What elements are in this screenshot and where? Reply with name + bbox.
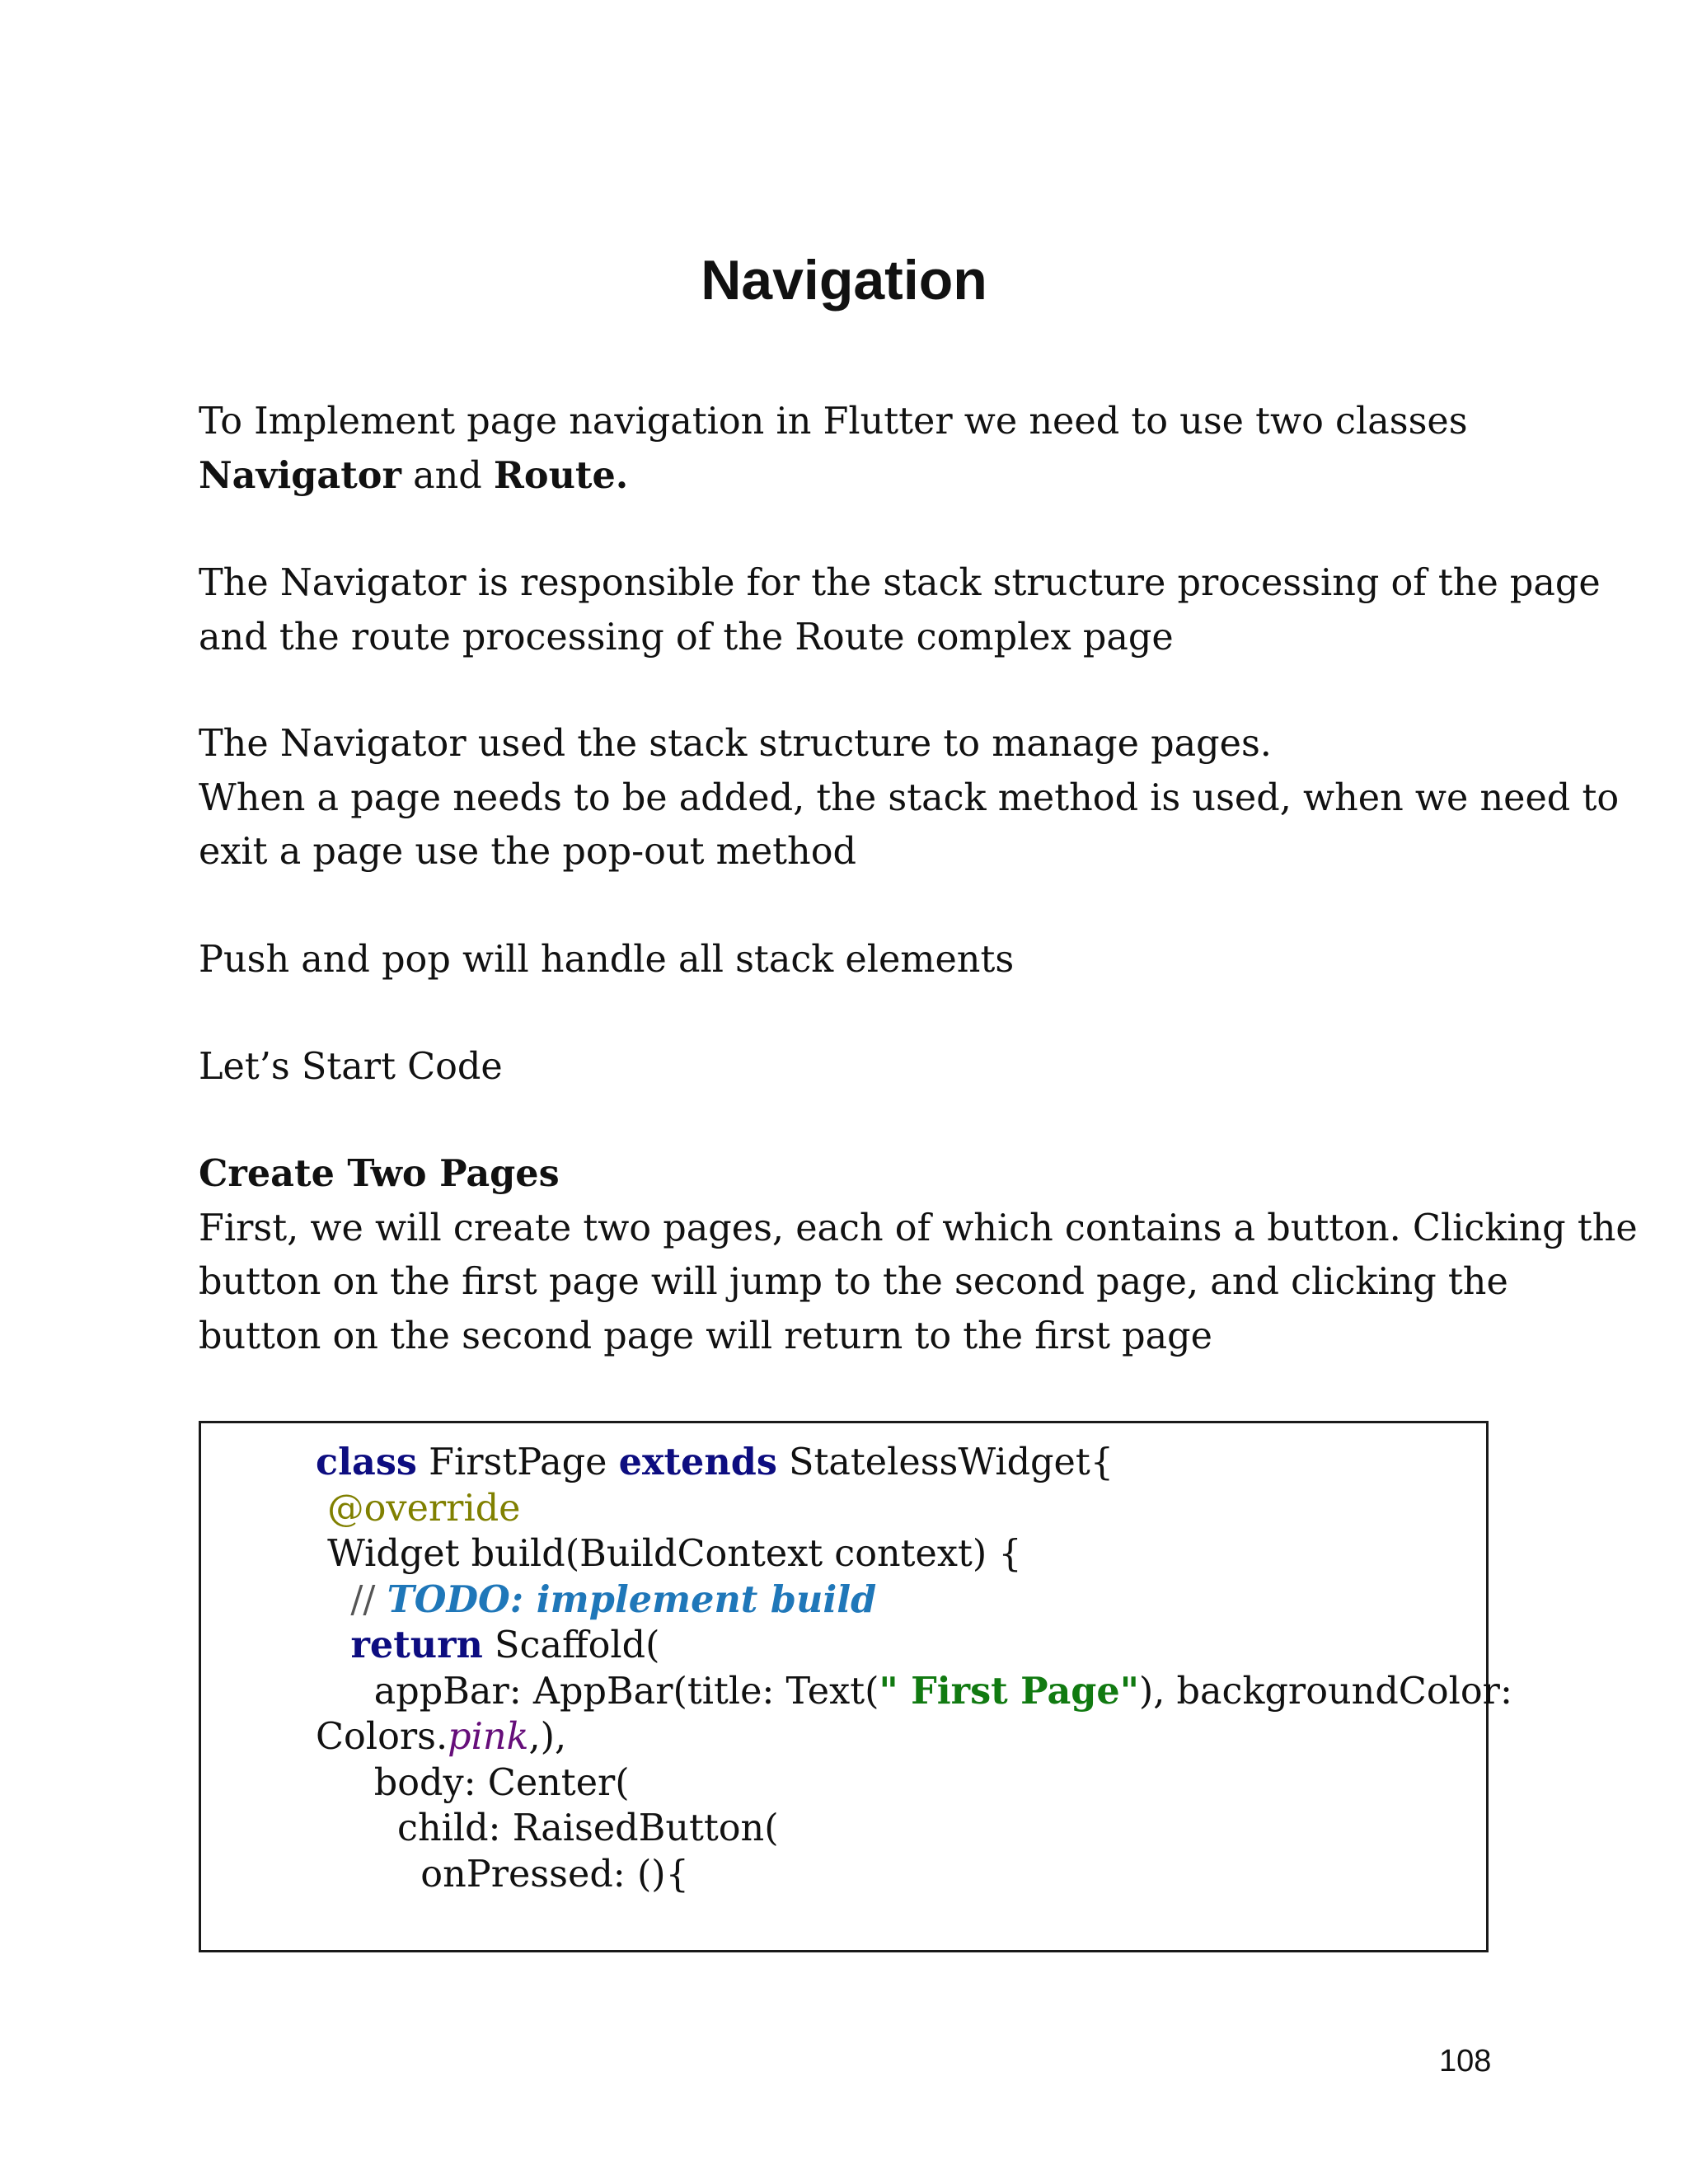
start-code-paragraph xyxy=(199,1040,1534,1094)
code-line-6: appBar: AppBar(title: Text(" First Page"), backgroundColor: xyxy=(316,1669,1512,1713)
intro-paragraph xyxy=(199,395,1534,503)
code-listing xyxy=(316,1440,1512,1897)
push-pop-paragraph xyxy=(199,933,1534,987)
code-line-2: @override xyxy=(316,1487,521,1530)
route-term: Route. xyxy=(493,453,629,497)
code-line-4: // TODO: implement build xyxy=(316,1577,877,1621)
code-line-3: Widget build(BuildContext context) { xyxy=(316,1533,1022,1575)
navigator-term: Navigator xyxy=(199,453,401,497)
paragraph-line: button on the first page will jump to the second page, and clicking the xyxy=(199,1261,1508,1303)
intro-line-2 xyxy=(199,449,1534,504)
code-line-5: return Scaffold( xyxy=(350,1624,660,1666)
paragraph-line: The Navigator is responsible for the stack structure processing of the page xyxy=(199,562,1601,604)
paragraph-line: Push and pop will handle all stack elements xyxy=(199,939,1015,981)
paragraph-line: First, we will create two pages, each of which contains a button. Clicking the xyxy=(199,1207,1638,1249)
paragraph-line: The Navigator used the stack structure to manage pages. xyxy=(199,723,1272,765)
paragraph-line: When a page needs to be added, the stack method is used, when we need to xyxy=(199,776,1620,819)
navigator-description-paragraph xyxy=(199,556,1601,664)
paragraph-line: Let’s Start Code xyxy=(199,1046,503,1088)
code-line-9: child: RaisedButton( xyxy=(316,1807,779,1849)
create-pages-section xyxy=(199,1147,1638,1363)
section-heading: Create Two Pages xyxy=(199,1152,560,1195)
paragraph-line: exit a page use the pop-out method xyxy=(199,831,856,873)
paragraph-line: button on the second page will return to the first page xyxy=(199,1315,1212,1357)
paragraph-line: and the route processing of the Route complex page xyxy=(199,616,1174,658)
intro-line-1: To Implement page navigation in Flutter we need to use two classes xyxy=(199,401,1468,443)
code-block xyxy=(199,1421,1512,1952)
code-line-7: Colors.pink,), xyxy=(316,1716,567,1758)
code-line-1: class FirstPage extends StatelessWidget{ xyxy=(316,1441,1114,1483)
code-line-10: onPressed: (){ xyxy=(316,1853,689,1896)
page-title: Navigation xyxy=(701,249,987,312)
code-line-8: body: Center( xyxy=(316,1761,630,1804)
and-word: and xyxy=(413,454,482,497)
stack-description-paragraph xyxy=(199,717,1620,879)
page-number: 108 xyxy=(1439,2044,1492,2079)
